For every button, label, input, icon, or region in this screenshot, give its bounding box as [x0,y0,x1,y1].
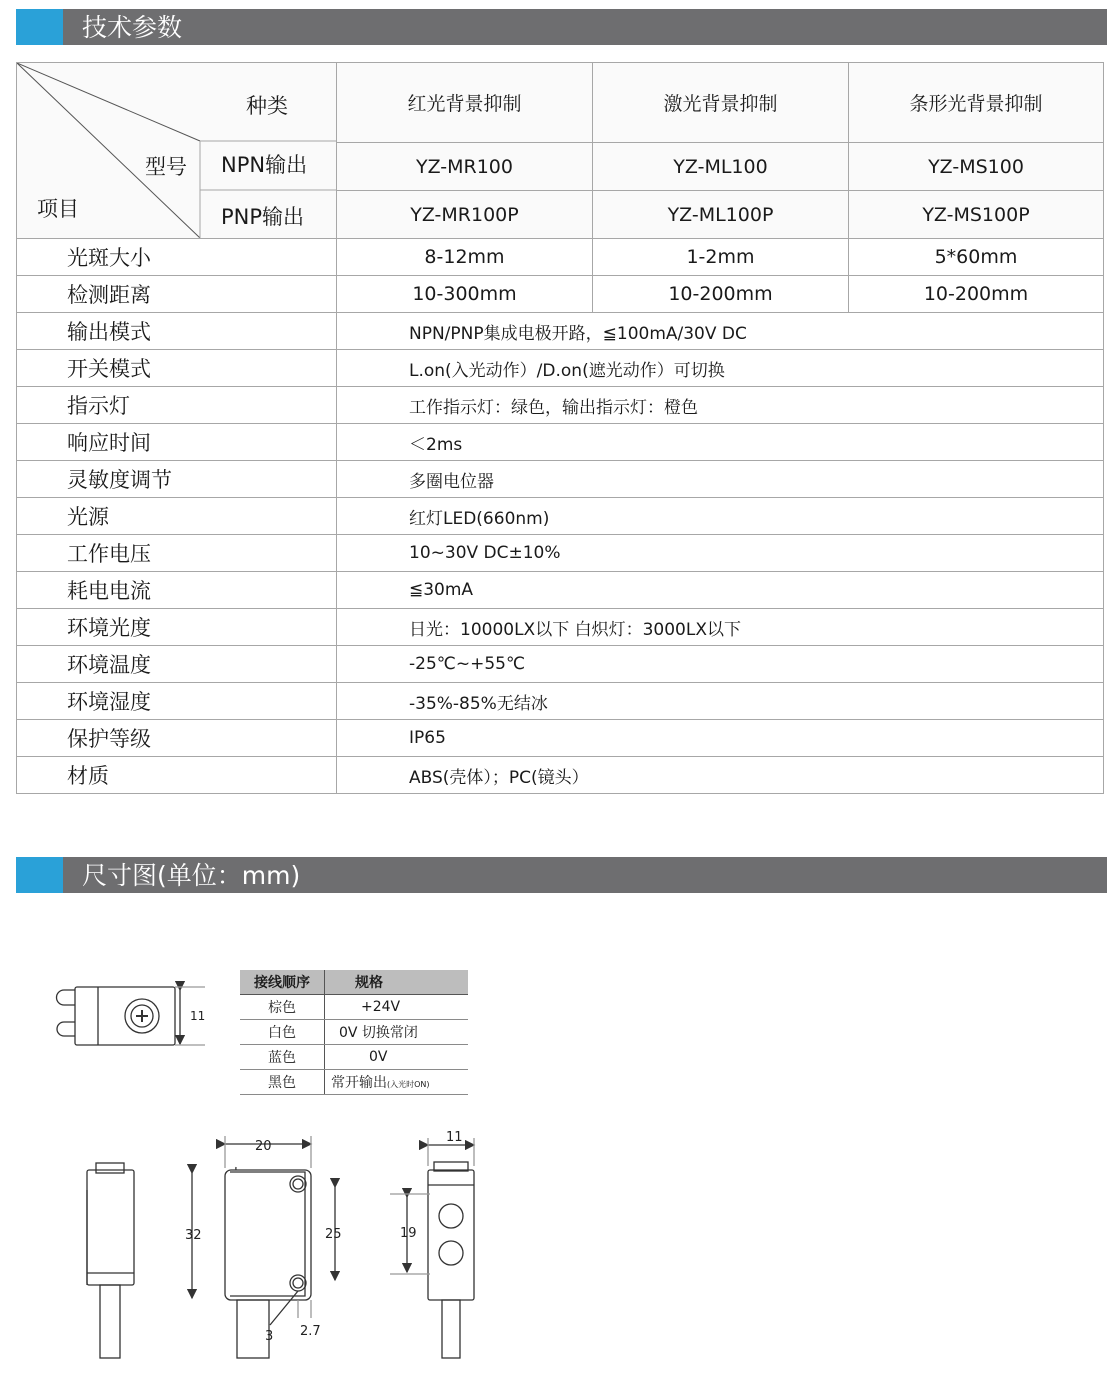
section-accent [16,9,63,45]
dim-hole-diameter: 2.7 [300,1324,321,1339]
spec-row [17,313,1104,350]
npn-model-strip: YZ-MS100 [849,143,1104,191]
wire-spec-note: (入光时ON) [387,1080,430,1089]
spec-row-label: 检测距离 [17,276,337,313]
dim-hole-offset: 3 [265,1329,274,1344]
spec-row-value: ≦30mA [337,572,1104,609]
npn-model-laser: YZ-ML100 [593,143,849,191]
model-label: 型号 [145,155,187,179]
spec-row-value: 10-200mm [849,276,1104,313]
spec-row-value: 10~30V DC±10% [337,535,1104,572]
pnp-model-red: YZ-MR100P [337,191,593,239]
type-laser: 激光背景抑制 [593,63,849,143]
spec-row [17,424,1104,461]
dimension-section-header [16,857,1107,893]
dim-hole-spacing: 25 [325,1227,342,1242]
wire-color: 黑色 [240,1070,325,1095]
spec-row-label: 材质 [17,757,337,794]
dimension-section-title: 尺寸图(单位：mm) [82,861,301,890]
spec-row-value: -25℃~+55℃ [337,646,1104,683]
spec-row-value: 5*60mm [849,239,1104,276]
dim-top-height: 11 [190,1009,206,1023]
spec-row-value: -35%-85%无结冰 [337,683,1104,720]
dim-side-width: 11 [446,1130,463,1145]
npn-label: NPN输出 [221,153,308,177]
spec-row-value: 多圈电位器 [337,461,1104,498]
spec-row-label: 环境湿度 [17,683,337,720]
spec-row-value: 10-200mm [593,276,849,313]
spec-row [17,757,1104,794]
spec-row-value: 工作指示灯：绿色，输出指示灯：橙色 [337,387,1104,424]
spec-row [17,720,1104,757]
spec-row-label: 指示灯 [17,387,337,424]
spec-section-header [16,9,1107,45]
top-view-drawing [57,987,206,1045]
end-view-drawing [390,1138,474,1358]
spec-row-label: 保护等级 [17,720,337,757]
spec-row [17,609,1104,646]
spec-row-value: ABS(壳体）；PC(镜头） [337,757,1104,794]
spec-row-label: 开关模式 [17,350,337,387]
spec-row-spot [17,239,1104,276]
spec-row-label: 灵敏度调节 [17,461,337,498]
wire-color: 白色 [240,1020,325,1045]
spec-row-value: 10-300mm [337,276,593,313]
spec-row-value: 1-2mm [593,239,849,276]
spec-row [17,646,1104,683]
spec-row [17,461,1104,498]
dim-lens-spacing: 19 [400,1226,417,1241]
wire-color: 蓝色 [240,1045,325,1070]
spec-row [17,498,1104,535]
dim-front-width: 20 [255,1139,272,1154]
item-label: 项目 [37,197,79,221]
pnp-model-laser: YZ-ML100P [593,191,849,239]
spec-row-value: 红灯LED(660nm) [337,498,1104,535]
spec-row-label: 响应时间 [17,424,337,461]
spec-row-distance [17,276,1104,313]
spec-row-value: ＜2ms [337,424,1104,461]
type-strip: 条形光背景抑制 [849,63,1104,143]
spec-row [17,387,1104,424]
wire-spec: +24V [325,995,469,1020]
spec-section-title: 技术参数 [82,13,183,42]
dimension-drawings [0,960,1120,1370]
spec-row [17,350,1104,387]
spec-row-label: 光斑大小 [17,239,337,276]
pnp-model-strip: YZ-MS100P [849,191,1104,239]
spec-row-value: IP65 [337,720,1104,757]
spec-row-label: 工作电压 [17,535,337,572]
spec-table [16,62,1104,794]
spec-row-label: 环境温度 [17,646,337,683]
wiring-header-order: 接线顺序 [240,970,325,995]
wire-spec: 0V [325,1045,469,1070]
npn-model-red: YZ-MR100 [337,143,593,191]
spec-row-label: 光源 [17,498,337,535]
wire-spec: 0V 切换常闭 [325,1020,469,1045]
spec-row-label: 耗电电流 [17,572,337,609]
spec-row [17,572,1104,609]
wiring-header-spec: 规格 [325,970,469,995]
dim-front-height: 32 [185,1228,202,1243]
pnp-label: PNP输出 [221,205,305,229]
wire-color: 棕色 [240,995,325,1020]
spec-row-value: L.on(入光动作）/D.on(遮光动作）可切换 [337,350,1104,387]
section-accent [16,857,63,893]
spec-row-label: 环境光度 [17,609,337,646]
left-side-drawing [87,1163,134,1358]
spec-row-value: 日光：10000LX以下 白炽灯：3000LX以下 [337,609,1104,646]
spec-row [17,683,1104,720]
spec-row-label: 输出模式 [17,313,337,350]
spec-row-value: NPN/PNP集成电极开路，≦100mA/30V DC [337,313,1104,350]
spec-row-value: 8-12mm [337,239,593,276]
kind-label: 种类 [246,94,288,118]
wire-spec: 常开输出 [331,1075,387,1091]
header-diagonal-cell [17,63,337,239]
type-red: 红光背景抑制 [337,63,593,143]
spec-row [17,535,1104,572]
